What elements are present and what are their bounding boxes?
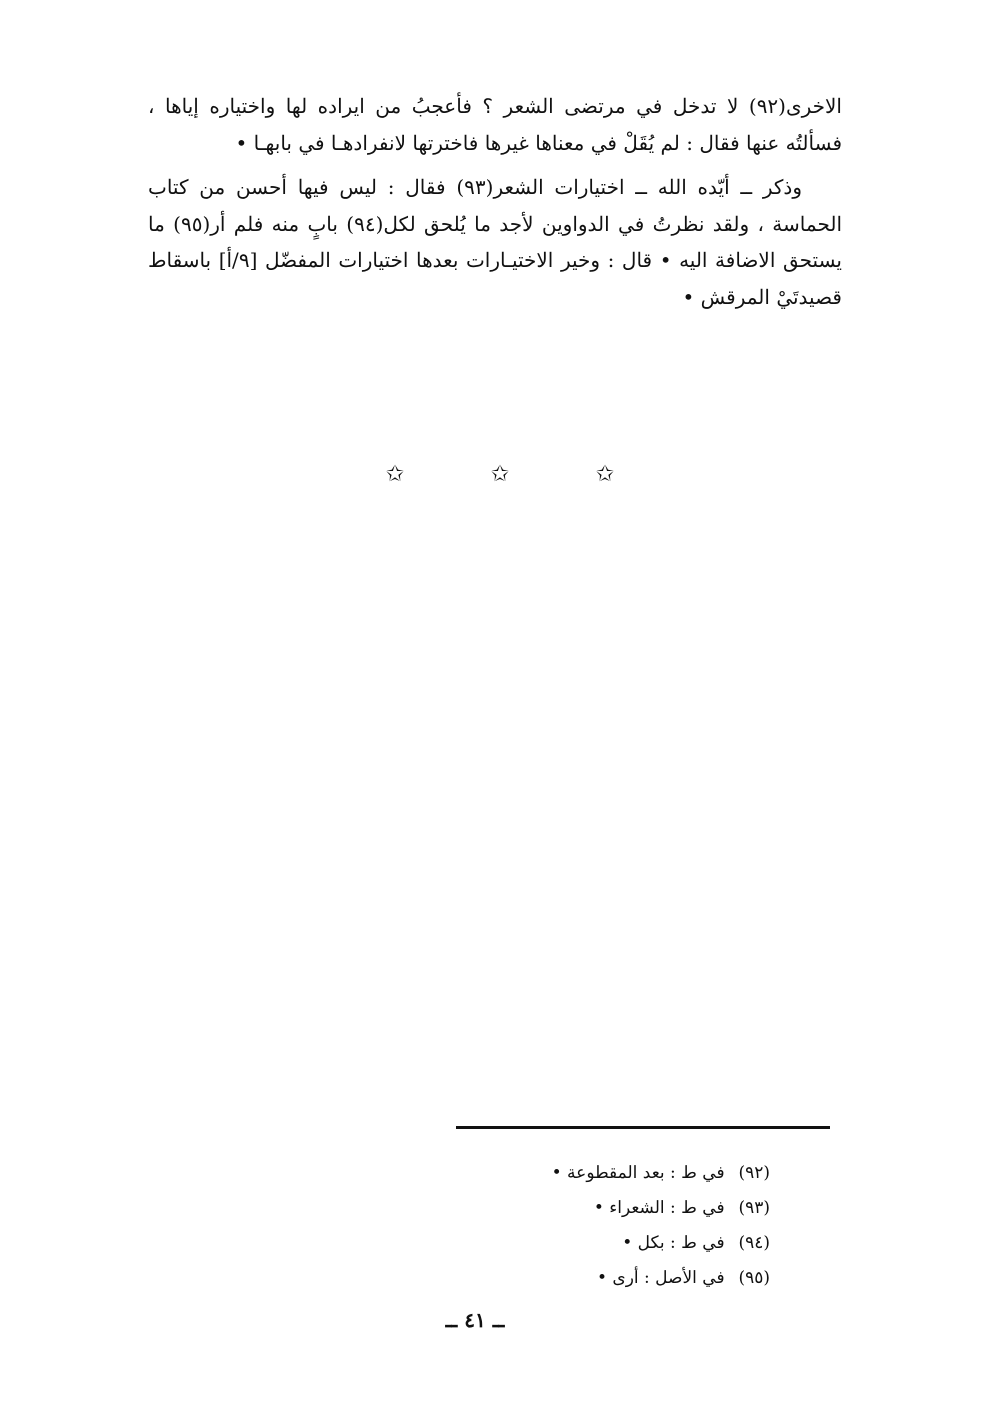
paragraph-1: الاخرى(٩٢) لا تدخل في مرتضى الشعر ؟ فأعجبُ من ايراده لها واختياره إياها ، فسألتُه عنها فقال : لم يُقَلْ في معناها غيرها فاخترتها لانفرادهـا في بابهـا • bbox=[148, 94, 842, 155]
footnote-text: في ط : الشعراء • bbox=[593, 1198, 725, 1218]
footnote-number: (٩٣) bbox=[738, 1198, 770, 1218]
footnote-item bbox=[360, 1156, 770, 1191]
footnote-number: (٩٥) bbox=[738, 1268, 770, 1288]
footnote-item bbox=[360, 1261, 770, 1296]
footnote-text: في ط : بكل • bbox=[622, 1233, 725, 1253]
paragraph-2: وذكر ــ أيّده الله ــ اختيارات الشعر(٩٣) فقال : ليس فيها أحسن من كتاب الحماسة ، ولقد نظرتُ في الدواوين لأجد ما يُلحق لكل(٩٤) بابٍ منه فلم أر(٩٥) ما يستحق الاضافة اليه • قال : وخير الاختيـارات بعدها اختيارات المفضّل [٩/أ] باسقاط قصيدتَيْ المرقش • bbox=[148, 175, 843, 309]
footnote-text: في ط : بعد المقطوعة • bbox=[551, 1163, 725, 1183]
footnote-item bbox=[360, 1191, 770, 1226]
page-number: ــ ٤١ ــ bbox=[445, 1308, 505, 1332]
star-icon: ✩ bbox=[490, 462, 510, 487]
footnote-text: في الأصل : أرى • bbox=[596, 1268, 725, 1288]
footnote-number: (٩٢) bbox=[738, 1163, 770, 1183]
footnote-number: (٩٤) bbox=[738, 1233, 770, 1253]
footnote-rule bbox=[456, 1126, 830, 1129]
footnote-item bbox=[360, 1226, 770, 1261]
footnotes bbox=[360, 1156, 770, 1296]
main-text bbox=[148, 88, 842, 315]
section-separator bbox=[380, 462, 620, 487]
star-icon: ✩ bbox=[385, 462, 405, 487]
star-icon: ✩ bbox=[595, 462, 615, 487]
